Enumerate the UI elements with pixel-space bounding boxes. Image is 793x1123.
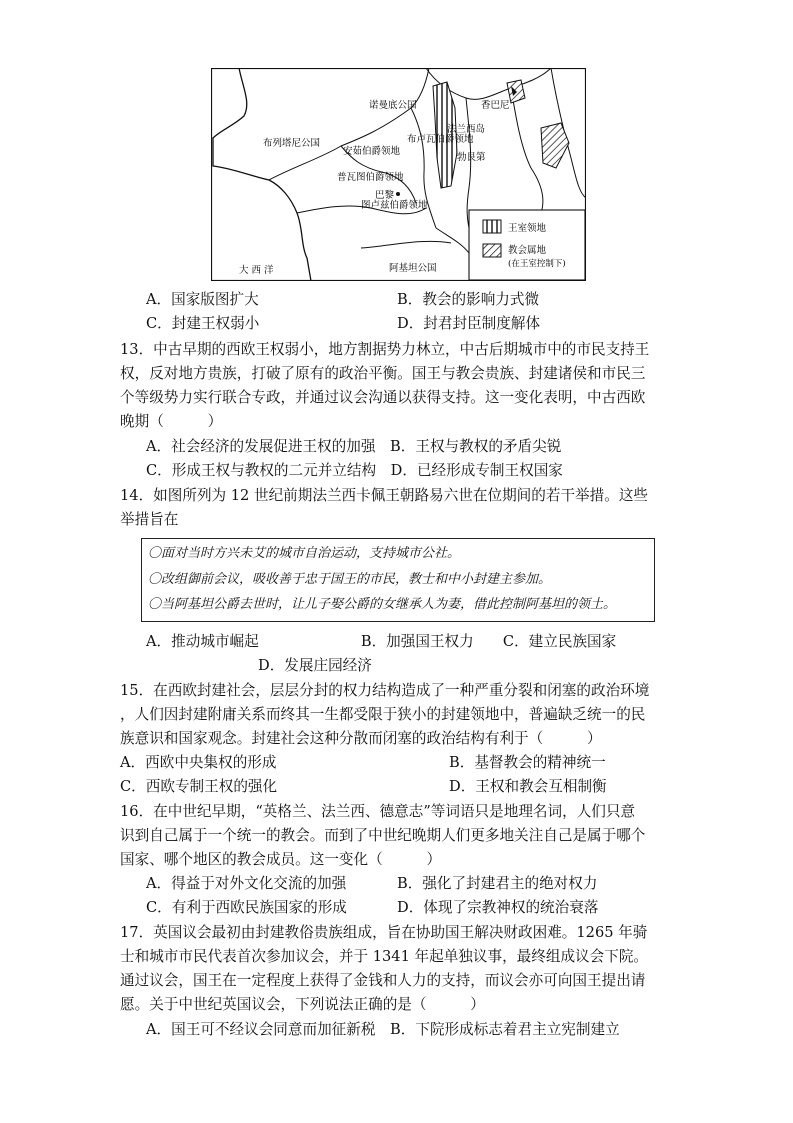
legend-church-swatch: [483, 244, 501, 257]
map-label-blois: 布卢瓦伯爵领地: [407, 134, 474, 145]
legend-royal-label: 王室领地: [508, 223, 547, 234]
q15-stem-line1: 15．在西欧封建社会，层层分封的权力结构造成了一种严重分裂和闭塞的政治环境: [120, 682, 650, 699]
q17-options-ab[interactable]: A．国王可不经议会同意而加征新税 B．下院形成标志着君主立宪制建立: [146, 1021, 620, 1038]
q15-stem-line2: ，人们因封建附庸关系而终其一生都受限于狭小的封建领地中，普遍缺乏统一的民: [120, 706, 646, 723]
q16-stem-line3: 国家、哪个地区的教会成员。这一变化（ ）: [120, 851, 442, 868]
map-label-champagne: 香巴尼: [481, 100, 510, 111]
q13-stem-line3: 个等级势力实行联合专政，并通过议会沟通以获得支持。这一变化表明，中古西欧: [120, 389, 646, 406]
q16-stem-line2: 识到自己属于一个统一的教会。而到了中世纪晚期人们更多地关注自己是属于哪个: [120, 827, 646, 844]
france-map-figure: [211, 68, 586, 281]
q17-stem-line4: 愿。关于中世纪英国议会，下列说法正确的是（ ）: [120, 996, 485, 1013]
q16-option-d[interactable]: D．体现了宗教神权的统治衰落: [397, 899, 599, 916]
q12-option-a[interactable]: A．国家版图扩大: [146, 291, 259, 308]
q17-stem-line2: 士和城市市民代表首次参加议会，并于 1341 年起单独议事，最终组成议会下院。: [120, 948, 649, 965]
q13-options-ab[interactable]: A．社会经济的发展促进王权的加强 B．王权与教权的矛盾尖锐: [146, 438, 562, 455]
map-label-brittany: 布列塔尼公国: [263, 138, 321, 149]
q12-option-c[interactable]: C．封建王权弱小: [146, 315, 260, 332]
q15-stem-line3: 族意识和国家观念。封建社会这种分散而闭塞的政治结构有利于（ ）: [120, 730, 602, 747]
map-label-burgundy: 勃艮第: [457, 152, 486, 163]
q15-option-c[interactable]: C．西欧专制王权的强化: [120, 778, 278, 795]
legend-church-note: (在王室控制下): [508, 259, 566, 269]
q16-option-c[interactable]: C．有利于西欧民族国家的形成: [146, 899, 347, 916]
legend-royal-swatch: [483, 220, 501, 233]
q15-option-b[interactable]: B．基督教会的精神统一: [449, 754, 606, 771]
q16-stem-line1: 16．在中世纪早期，“英格兰、法兰西、德意志”等词语只是地理名词，人们只意: [120, 803, 636, 820]
q15-option-d[interactable]: D．王权和教会互相制衡: [449, 778, 607, 795]
map-label-aquitaine: 阿基坦公国: [389, 263, 437, 274]
map-label-ile-de-france: 法兰西岛: [447, 124, 486, 135]
q14-options-abc[interactable]: A．推动城市崛起 B．加强国王权力 C．建立民族国家: [146, 633, 617, 650]
q12-option-d[interactable]: D．封君封臣制度解体: [397, 315, 541, 332]
q14-measure-2: 〇改组御前会议，吸收善于忠于国王的市民，教士和中小封建主参加。: [148, 572, 552, 587]
q17-stem-line1: 17．英国议会最初由封建教俗贵族组成，旨在协助国王解决财政困难。1265 年骑: [120, 924, 648, 941]
q15-option-a[interactable]: A．西欧中央集权的形成: [120, 754, 277, 771]
q14-measure-3: 〇当阿基坦公爵去世时，让儿子娶公爵的女继承人为妻，借此控制阿基坦的领土。: [148, 597, 617, 612]
map-label-poitou: 普瓦图伯爵领地: [337, 172, 404, 183]
q17-stem-line3: 通过议会，国王在一定程度上获得了金钱和人力的支持，而议会亦可向国王提出请: [120, 972, 646, 989]
map-label-toulouse: 图卢兹伯爵领地: [361, 200, 428, 211]
q13-stem-line4: 晚期（ ）: [120, 413, 223, 430]
paris-marker: [396, 192, 400, 196]
q16-option-a[interactable]: A．得益于对外文化交流的加强: [146, 875, 347, 892]
q14-stem-line1: 14．如图所列为 12 世纪前期法兰西卡佩王朝路易六世在位期间的若干举措。这些: [120, 487, 649, 504]
q14-option-d[interactable]: D．发展庄园经济: [258, 657, 372, 674]
q14-measure-1: 〇面对当时方兴未艾的城市自治运动，支持城市公社。: [148, 546, 461, 561]
q13-options-cd[interactable]: C．形成王权与教权的二元并立结构 D．已经形成专制王权国家: [146, 462, 563, 479]
q14-measures-box: [141, 538, 655, 622]
q16-option-b[interactable]: B．强化了封建君主的绝对权力: [397, 875, 598, 892]
map-label-normandy: 诺曼底公国: [369, 100, 417, 111]
q13-stem-line1: 13．中古早期的西欧王权弱小，地方割据势力林立，中古后期城市中的市民支持王: [120, 341, 650, 358]
q12-option-b[interactable]: B．教会的影响力式微: [397, 291, 540, 308]
map-label-paris: 巴黎: [375, 190, 395, 201]
legend-church-label: 教会属地: [508, 245, 547, 256]
q13-stem-line2: 权，反对地方贵族，打破了原有的政治平衡。国王与教会贵族、封建诸侯和市民三: [120, 365, 646, 382]
map-label-atlantic: 大 西 洋: [239, 265, 274, 276]
map-label-anjou: 安茹伯爵领地: [343, 146, 401, 157]
q14-stem-line2: 举措旨在: [120, 511, 179, 528]
